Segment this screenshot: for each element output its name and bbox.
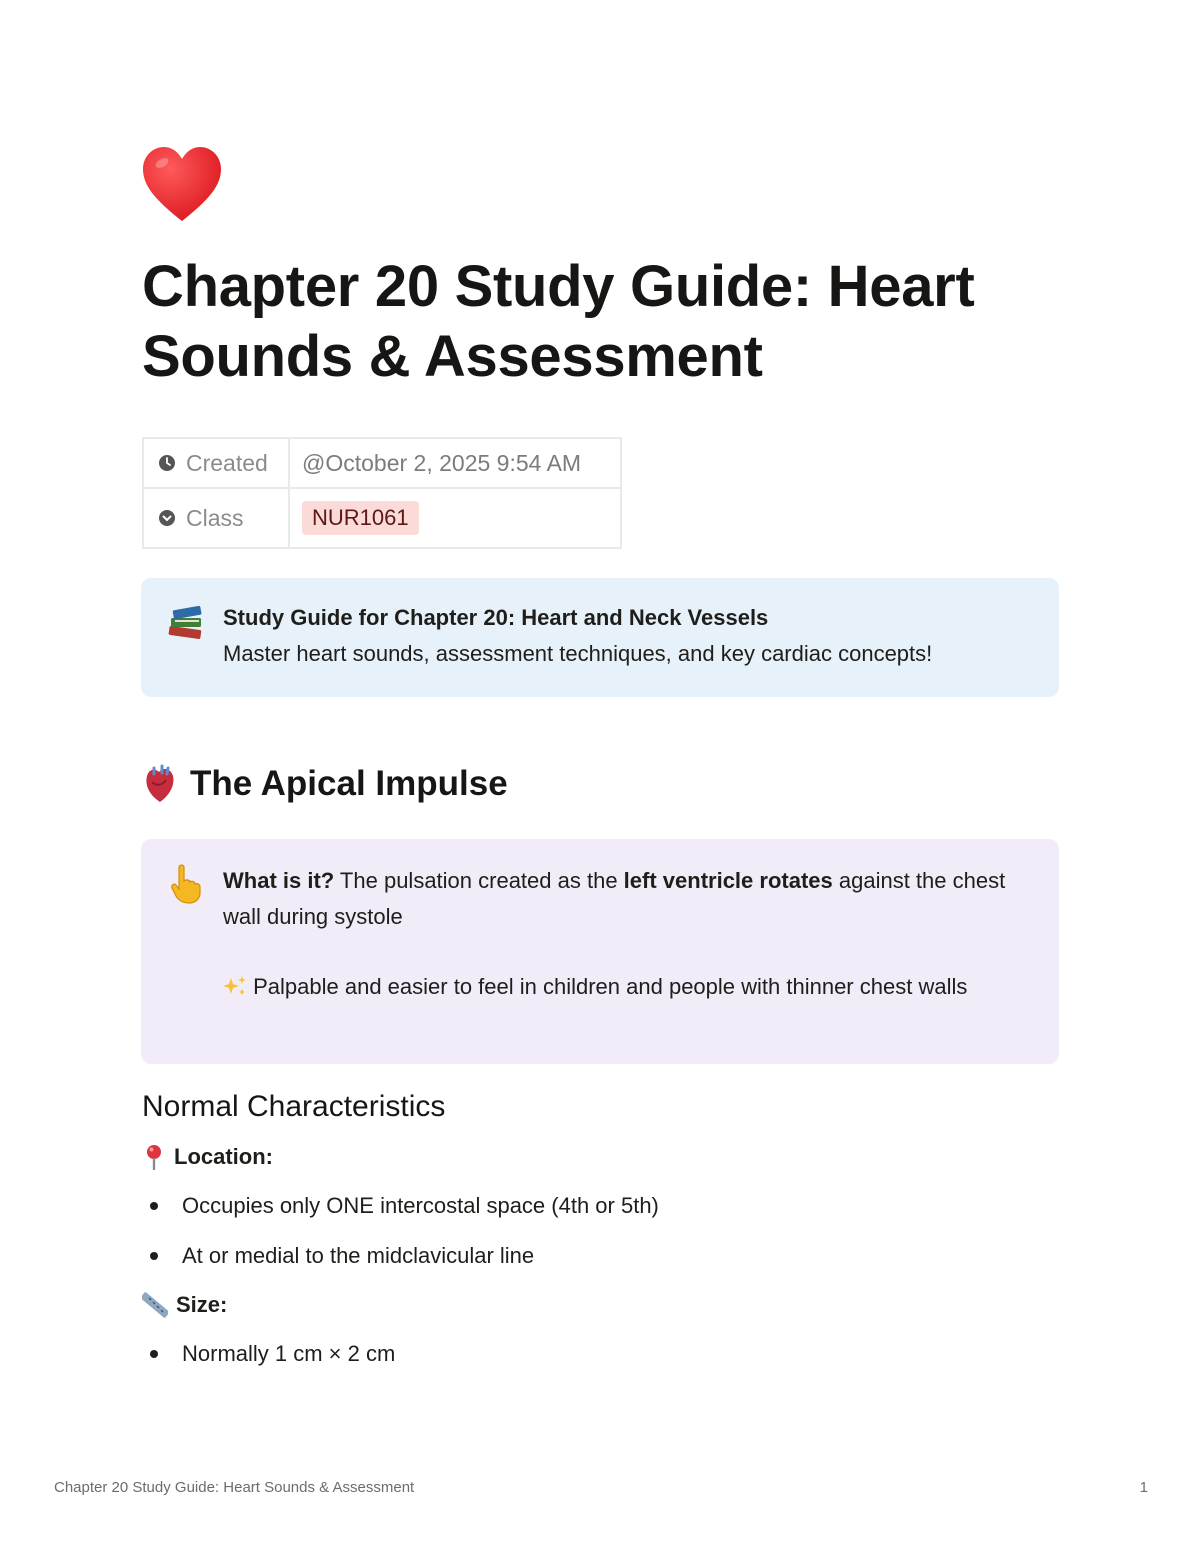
section-heading-apical-impulse [142,764,508,804]
page-title: Chapter 20 Study Guide: Heart Sounds & Assessment [142,254,975,389]
bullet-dot [150,1202,158,1210]
size-label: Size: [176,1292,228,1317]
note-paragraph: Palpable and easier to feel in children and people with thinner chest walls [223,969,1039,1005]
bullet-dot [150,1350,158,1358]
definition-paragraph: What is it? The pulsation created as the left ventricle rotates against the chest wall during systole [223,868,1006,929]
location-label-row [142,1144,273,1170]
property-row-created [143,438,621,488]
class-tag[interactable]: NUR1061 [302,501,419,535]
heart-icon [140,143,224,227]
intro-callout [141,578,1059,697]
footer-title: Chapter 20 Study Guide: Heart Sounds & Assessment [54,1479,415,1496]
anatomical-heart-icon [142,764,178,804]
bullet-dot [150,1252,158,1260]
created-date-value[interactable]: @October 2, 2025 9:54 AM [302,449,582,476]
location-label: Location: [174,1144,273,1169]
property-label: Class [186,504,244,531]
list-item: At or medial to the midclavicular line [150,1243,534,1269]
properties-table [142,437,622,549]
select-icon [158,509,176,527]
list-item: Occupies only ONE intercostal space (4th or 5th) [150,1193,659,1219]
books-icon [165,602,207,644]
ruler-icon [142,1292,168,1318]
apical-impulse-callout [141,839,1059,1064]
property-label: Created [186,449,268,476]
list-item: Normally 1 cm × 2 cm [150,1341,395,1367]
page-number: 1 [1139,1479,1148,1496]
subheading-normal-characteristics: Normal Characteristics [142,1090,446,1123]
size-label-row [142,1292,227,1318]
pointing-finger-icon [165,863,207,905]
property-row-class [143,488,621,548]
section-heading-text: The Apical Impulse [190,764,508,803]
pin-icon [142,1144,166,1170]
clock-icon [158,454,176,472]
sparkles-icon [223,975,247,997]
callout-text: Master heart sounds, assessment techniques, and key cardiac concepts! [223,641,933,666]
callout-heading: Study Guide for Chapter 20: Heart and Neck Vessels [223,605,769,630]
